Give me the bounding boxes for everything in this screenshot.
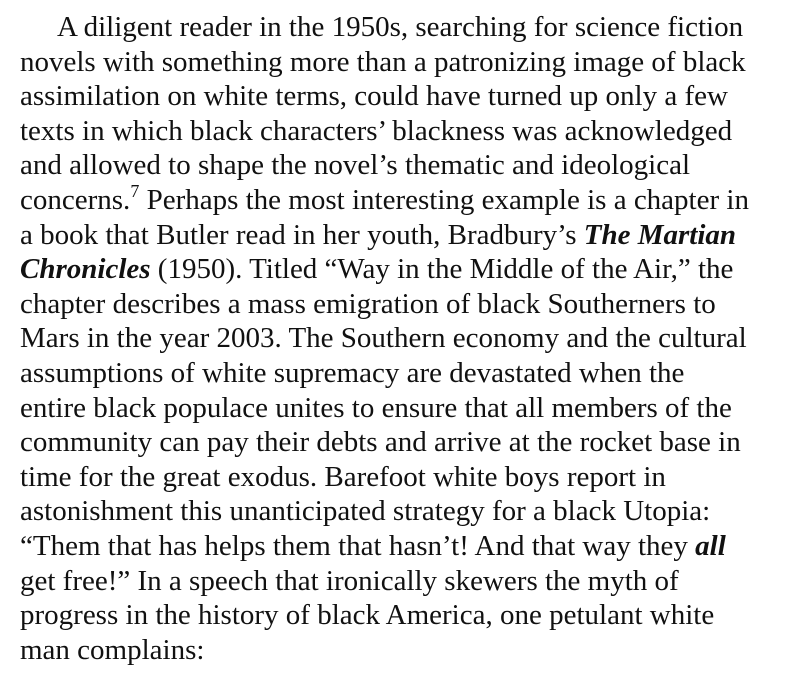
text-line bbox=[20, 460, 800, 495]
text-run: “Them that has helps them that hasn’t! And that way they bbox=[20, 529, 696, 562]
text-line bbox=[20, 180, 800, 218]
text-line bbox=[20, 321, 800, 356]
emphasis: all bbox=[695, 529, 726, 562]
text-run: texts in which black characters’ blackness was acknowledged bbox=[20, 114, 733, 147]
text-line bbox=[20, 79, 800, 114]
text-line bbox=[20, 564, 800, 599]
text-run: a book that Butler read in her youth, Bradbury’s bbox=[20, 218, 584, 251]
text-line bbox=[20, 10, 800, 45]
text-run: community can pay their debts and arrive at the rocket base in bbox=[20, 426, 741, 459]
text-run: A diligent reader in the 1950s, searching for science fiction bbox=[57, 11, 744, 43]
text-line bbox=[20, 356, 800, 391]
text-line bbox=[20, 494, 800, 529]
text-line bbox=[20, 148, 800, 183]
text-run: concerns. bbox=[20, 183, 131, 216]
text-line bbox=[20, 287, 800, 322]
text-line bbox=[20, 529, 800, 564]
body-paragraph bbox=[20, 10, 800, 667]
book-title: The Martian bbox=[583, 218, 737, 251]
text-run: Mars in the year 2003. The Southern economy and the cultural bbox=[20, 322, 747, 355]
text-run: and allowed to shape the novel’s thematic and ideological bbox=[20, 149, 691, 182]
text-run: novels with something more than a patronizing image of black bbox=[20, 45, 746, 78]
text-run: entire black populace unites to ensure that all members of the bbox=[20, 391, 732, 424]
text-run: Perhaps the most interesting example is a chapter in bbox=[139, 183, 749, 216]
text-run: get free!” In a speech that ironically skewers the myth of bbox=[20, 564, 679, 597]
text-line bbox=[20, 218, 800, 253]
text-run: time for the great exodus. Barefoot white boys report in bbox=[20, 460, 666, 493]
text-run: astonishment this unanticipated strategy for a black Utopia: bbox=[20, 495, 711, 528]
text-run: (1950). Titled “Way in the Middle of the Air,” the bbox=[150, 253, 734, 286]
footnote-marker: 7 bbox=[130, 180, 140, 201]
text-run: assimilation on white terms, could have turned up only a few bbox=[20, 80, 728, 113]
text-line bbox=[20, 598, 800, 633]
text-run: progress in the history of black America, one petulant white bbox=[20, 599, 715, 632]
text-run: man complains: bbox=[20, 633, 205, 666]
text-line bbox=[20, 633, 800, 668]
text-line bbox=[20, 114, 800, 149]
text-run: assumptions of white supremacy are devastated when the bbox=[20, 356, 685, 389]
book-title: Chronicles bbox=[20, 253, 151, 286]
text-line bbox=[20, 391, 800, 426]
text-line bbox=[20, 425, 800, 460]
text-line bbox=[20, 45, 800, 80]
text-line bbox=[20, 252, 800, 287]
text-run: chapter describes a mass emigration of black Southerners to bbox=[20, 287, 716, 320]
document-page bbox=[20, 10, 800, 667]
